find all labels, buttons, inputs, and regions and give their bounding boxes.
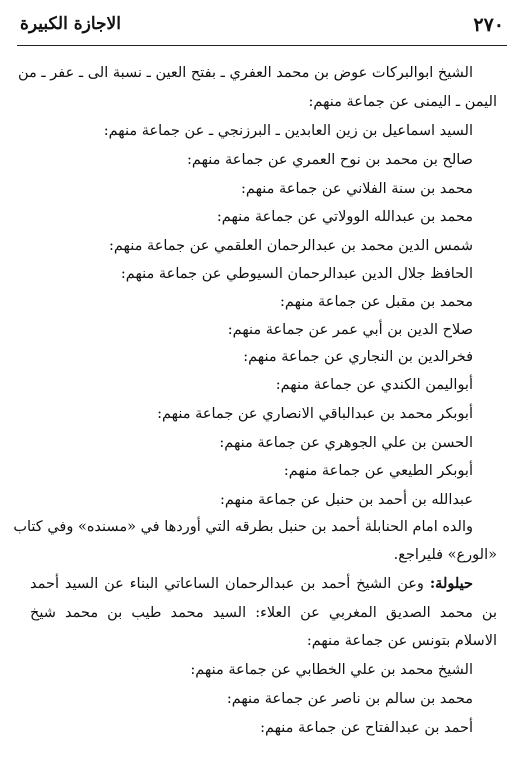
text-line: فخرالدين بن النجاري عن جماعة منهم: <box>243 349 473 365</box>
text-line: محمد بن عبدالله الوولاتي عن جماعة منهم: <box>216 209 473 225</box>
text-line: والده امام الحنابلة أحمد بن حنبل بطرقه التي أوردها في «مسنده» وفي كتاب <box>13 519 473 535</box>
text-line-hilula: حيلولة: وعن الشيخ أحمد بن عبدالرحمان الساعاتي البناء عن السيد أحمد <box>30 575 473 592</box>
text-line: اليمن ـ اليمنى عن جماعة منهم: <box>308 94 497 110</box>
running-title: الاجازة الكبيرة <box>20 14 121 34</box>
text-line: أبواليمن الكندي عن جماعة منهم: <box>275 377 473 393</box>
text-line: الشيخ ابوالبركات عوض بن محمد العفري ـ بفتح العين ـ نسبة الى ـ عفر ـ من <box>18 65 473 81</box>
text-line: أحمد بن عبدالفتاح عن جماعة منهم: <box>260 720 473 736</box>
text-line: الحسن بن علي الجوهري عن جماعة منهم: <box>219 435 473 451</box>
text-line: صلاح الدين بن أبي عمر عن جماعة منهم: <box>227 322 473 338</box>
text-line: صالح بن محمد بن نوح العمري عن جماعة منهم: <box>187 152 473 168</box>
text-line: محمد بن مقبل عن جماعة منهم: <box>280 294 473 310</box>
text-line: محمد بن سالم بن ناصر عن جماعة منهم: <box>226 691 473 707</box>
text-line: السيد اسماعيل بن زين العابدين ـ البرزنجي ـ عن جماعة منهم: <box>103 123 473 139</box>
text-line: محمد بن سنة الفلاني عن جماعة منهم: <box>241 181 473 197</box>
page-number: ٢٧٠ <box>473 14 504 36</box>
header-rule <box>17 45 507 46</box>
text-line: «الورع» فليراجع. <box>393 547 497 563</box>
text-line: عبدالله بن أحمد بن حنبل عن جماعة منهم: <box>220 492 473 508</box>
text-line: الحافظ جلال الدين عبدالرحمان السيوطي عن جماعة منهم: <box>120 266 473 282</box>
text-line: أبوبكر محمد بن عبدالباقي الانصاري عن جماعة منهم: <box>157 406 473 422</box>
text-line: بن محمد الصديق المغربي عن العلاء: السيد محمد طيب بن محمد شيخ <box>30 605 497 621</box>
text-line: الشيخ محمد بن علي الخطابي عن جماعة منهم: <box>190 662 473 678</box>
hilula-keyword: حيلولة: <box>429 575 473 592</box>
page-header <box>0 0 526 52</box>
text-line: الاسلام بتونس عن جماعة منهم: <box>306 633 497 649</box>
text-line: شمس الدين محمد بن عبدالرحمان العلقمي عن جماعة منهم: <box>108 238 473 254</box>
text-line: أبوبكر الطيعي عن جماعة منهم: <box>283 463 473 479</box>
